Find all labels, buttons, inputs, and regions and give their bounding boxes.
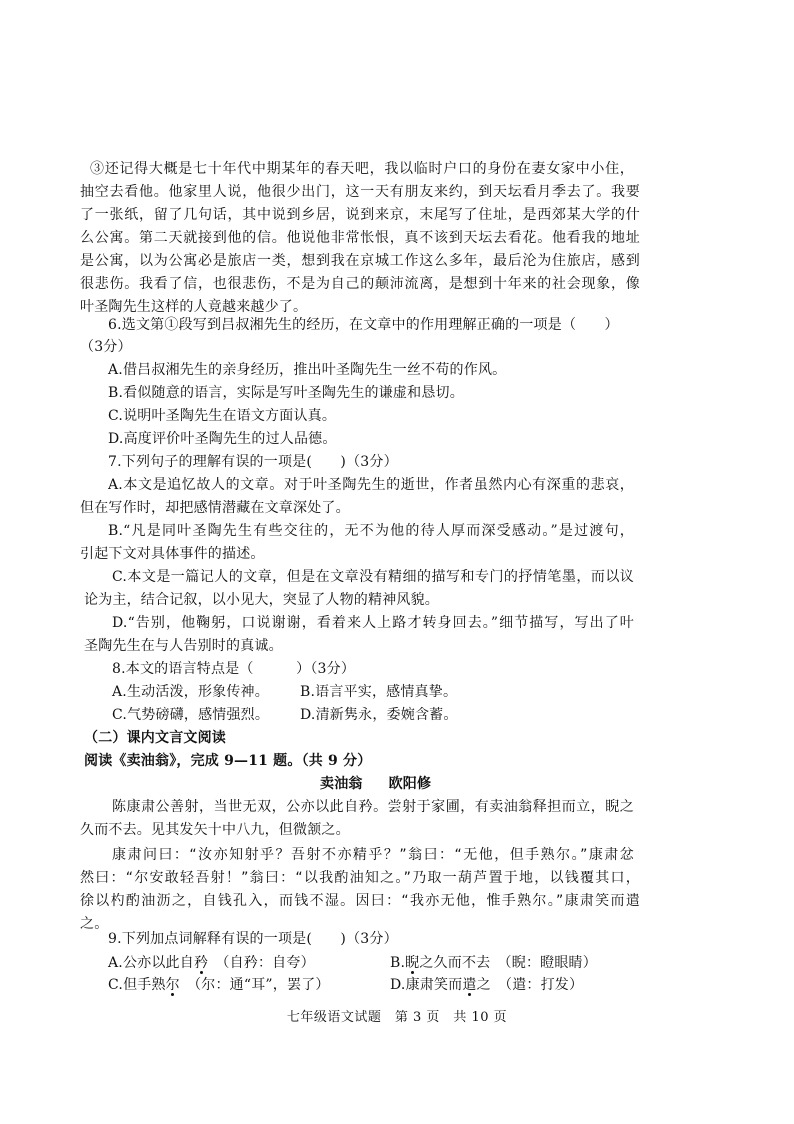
- question-7-option-b-cont: 引起下文对具体事件的描述。: [80, 546, 265, 562]
- question-6-option-d: D.高度评价叶圣陶先生的过人品德。: [108, 431, 337, 447]
- classical-title-text: 卖油翁: [320, 776, 363, 792]
- passage-line: 了一张纸，留了几句话，其中说到乡居，说到来京，末尾写了住址，是西郊某大学的什: [80, 207, 640, 223]
- question-9-option-a: [108, 952, 368, 974]
- question-7-option-a-cont: 但在写作时，却把感情潜藏在文章深处了。: [80, 500, 350, 516]
- classical-title: [320, 773, 480, 795]
- section-heading: （二）课内文言文阅读: [84, 730, 226, 746]
- dotted-word: 矜: [193, 955, 209, 971]
- classical-line: 康肃问曰：“汝亦知射乎？吾射不亦精乎？”翁曰：“无他，但手熟尔。”康肃忿: [112, 847, 634, 863]
- option-text: C.但手熟: [108, 977, 166, 993]
- passage-line: 是公寓，以为公寓必是旅店一类，想到我在京城工作这么多年，最后沦为住旅店，感到: [80, 253, 640, 269]
- question-8-option-b: B.语言平实，感情真挚。: [300, 684, 458, 700]
- passage-line: 么公寓。第二天就接到他的信。他说他非常怅恨，真不该到天坛去看花。他看我的地址: [80, 230, 640, 246]
- option-text: A.公亦以此自: [108, 955, 194, 971]
- question-6-stem: 6.选文第①段写到吕叔湘先生的经历，在文章中的作用理解正确的一项是（ ）: [108, 317, 619, 333]
- passage-line: 叶圣陶先生这样的人竟越来越少了。: [80, 299, 308, 315]
- question-9-option-b: [390, 952, 650, 974]
- passage-line: 抽空去看他。他家里人说，他很少出门，这一天有朋友来约，到天坛看月季去了。我要: [80, 184, 640, 200]
- question-8-option-d: D.清新隽永，委婉含蓄。: [300, 707, 458, 723]
- option-text: （尔：通“耳”，罢了）: [179, 977, 330, 993]
- question-7-stem: 7.下列句子的理解有误的一项是( )（3分）: [108, 454, 398, 470]
- question-7-option-d: D.“告别，他鞠躬，口说谢谢，看着来人上路才转身回去。”细节描写，写出了叶: [112, 615, 634, 631]
- option-text: D.康肃笑而: [390, 977, 463, 993]
- question-8-stem: 8.本文的语言特点是（ ）（3分）: [112, 661, 356, 677]
- passage-line: 很悲伤。我看了信，也很悲伤，不是为自己的颠沛流离，是想到十年来的社会现象，像: [80, 276, 640, 292]
- question-7-option-b: B.“凡是同叶圣陶先生有些交往的，无不为他的待人厚而深受感动。”是过渡句，: [108, 523, 634, 539]
- section-instruction: 阅读《卖油翁》，完成 9—11 题。（共 9 分）: [84, 753, 372, 769]
- classical-line: 久而不去。见其发矢十中八九，但微颔之。: [80, 822, 350, 838]
- option-text: 之 （遣：打发）: [476, 977, 584, 993]
- question-9-stem: 9.下列加点词解释有误的一项是( )（3分）: [108, 931, 398, 947]
- question-6-option-c: C.说明叶圣陶先生在语文方面认真。: [108, 408, 337, 424]
- dotted-word: 遣: [462, 977, 477, 993]
- question-7-option-c: C.本文是一篇记人的文章，但是在文章没有精细的描写和专门的抒情笔墨，而以议: [112, 569, 634, 585]
- question-7-option-a: A.本文是追忆故人的文章。对于叶圣陶先生的逝世，作者虽然内心有深重的悲哀，: [108, 477, 634, 493]
- question-9-option-d: [390, 974, 650, 996]
- classical-author: 欧阳修: [388, 776, 432, 792]
- dotted-word: 尔: [165, 977, 180, 993]
- option-text: 之久而不去 （睨：瞪眼睛）: [419, 955, 597, 971]
- question-7-option-d-cont: 圣陶先生在与人告别时的真诚。: [84, 638, 283, 654]
- dotted-word: 睨: [405, 955, 420, 971]
- option-text: （自矜：自夸）: [208, 955, 315, 971]
- classical-line: 之。: [80, 916, 109, 932]
- classical-line: 然曰：“尔安敢轻吾射！”翁曰：“以我酌油知之。”乃取一葫芦置于地，以钱覆其口，: [80, 870, 640, 886]
- question-7-option-c-cont: 论为主，结合记叙，以小见大，突显了人物的精神风貌。: [84, 592, 439, 608]
- question-8-option-a: A.生动活泼，形象传神。: [112, 684, 269, 700]
- option-text: B.: [390, 955, 406, 971]
- question-9-option-c: [108, 974, 368, 996]
- question-6-option-a: A.借吕叔湘先生的亲身经历，推出叶圣陶先生一丝不苟的作风。: [108, 362, 507, 378]
- classical-line: 徐以杓酌油沥之，自钱孔入，而钱不湿。因曰：“我亦无他，惟手熟尔。”康肃笑而遣: [80, 893, 640, 909]
- question-6-option-b: B.看似随意的语言，实际是写叶圣陶先生的谦虚和恳切。: [108, 385, 464, 401]
- question-8-option-c: C.气势磅礴，感情强烈。: [112, 707, 270, 723]
- page-footer: 七年级语文试题 第 3 页 共 10 页: [286, 1010, 508, 1025]
- question-6-score: （3分）: [80, 339, 132, 355]
- classical-line: 陈康肃公善射，当世无双，公亦以此自矜。尝射于家圃，有卖油翁释担而立，睨之: [112, 799, 634, 815]
- passage-line: ③还记得大概是七十年代中期某年的春天吧，我以临时户口的身份在妻女家中小住，: [90, 161, 634, 177]
